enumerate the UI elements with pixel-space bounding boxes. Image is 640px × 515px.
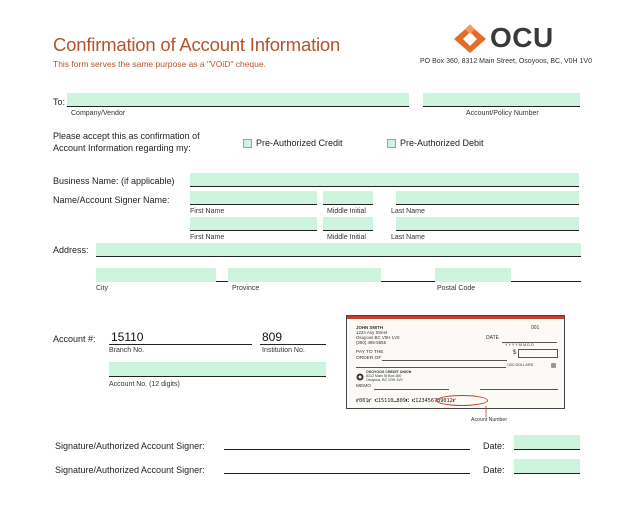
signer-2-first-name-field[interactable] <box>190 217 317 231</box>
cheque-payee-line <box>382 360 507 361</box>
company-vendor-caption: Company/Vendor <box>71 110 126 117</box>
cheque-micr-line: ⑈001⑈ ⑆15110⑉809⑆ ⑆123456789012⑈ <box>356 398 456 404</box>
address-field[interactable] <box>96 243 581 257</box>
account-policy-field[interactable] <box>423 93 580 107</box>
signature-1-date-label: Date: <box>483 441 505 451</box>
cheque-security-lock-icon <box>551 363 556 368</box>
signature-2-line[interactable] <box>224 473 470 474</box>
account-number-caption: Account No. (12 digits) <box>109 381 180 388</box>
business-name-field[interactable] <box>190 173 579 187</box>
company-vendor-field[interactable] <box>67 93 409 107</box>
pre-authorized-credit-checkbox[interactable] <box>243 139 252 148</box>
signer-2-last-name-field[interactable] <box>396 217 579 231</box>
cheque-bank-line-3: Osoyoos, BC V0H 1V0 <box>366 378 403 382</box>
cheque-pay-line-2: ORDER OF <box>356 356 382 361</box>
account-number-field[interactable] <box>109 362 326 377</box>
province-caption: Province <box>232 285 260 292</box>
cheque-memo-line <box>374 389 449 390</box>
address-label: Address: <box>53 245 89 255</box>
cheque-dollar-sign: $ <box>513 350 517 356</box>
institution-number-value[interactable]: 809 <box>262 330 283 344</box>
account-number-callout: Acount Number <box>471 417 508 423</box>
confirm-line-2: Account Information regarding my: <box>53 143 191 153</box>
signer-1-middle-caption: Middle Initial <box>327 208 366 215</box>
signer-1-first-caption: First Name <box>190 208 225 215</box>
cheque-holder-phone: (250) 495-5555 <box>356 340 387 345</box>
cheque-bank-logo-icon <box>356 373 364 381</box>
pre-authorized-debit-label: Pre-Authorized Debit <box>400 138 484 148</box>
ocu-logo <box>453 24 593 54</box>
account-policy-caption: Account/Policy Number <box>466 110 539 117</box>
cheque-date-label: DATE <box>486 335 499 341</box>
sample-cheque <box>346 315 565 409</box>
cheque-holder-name: JOHN SMITH <box>356 325 384 330</box>
cheque-bank-line-1: OSOYOOS CREDIT UNION <box>366 370 412 374</box>
cheque-pay-line-1: PAY TO THE <box>356 350 384 355</box>
cheque-top-band <box>347 316 564 319</box>
cheque-holder-street: 1234 Any Street <box>356 330 388 335</box>
to-label: To: <box>53 97 66 107</box>
signer-1-middle-initial-field[interactable] <box>323 191 373 205</box>
city-field[interactable] <box>96 268 216 282</box>
branch-number-underline <box>109 344 252 345</box>
cheque-date-format: Y Y Y Y M M D D <box>505 343 534 347</box>
pre-authorized-debit-checkbox[interactable] <box>387 139 396 148</box>
signature-2-date-label: Date: <box>483 465 505 475</box>
pre-authorized-credit-label: Pre-Authorized Credit <box>256 138 343 148</box>
account-number-label: Account #: <box>53 334 96 344</box>
signer-2-first-caption: First Name <box>190 234 225 241</box>
page-subtitle: This form serves the same purpose as a "VOiD" cheque. <box>53 59 266 69</box>
city-caption: City <box>96 285 109 292</box>
postal-code-field[interactable] <box>435 268 511 282</box>
signature-2-label: Signature/Authorized Account Signer: <box>55 465 205 475</box>
cheque-holder-city: Osoyoos BC V0H 1V0 <box>356 335 400 340</box>
cheque-number: 001 <box>531 325 540 331</box>
signer-2-middle-caption: Middle Initial <box>327 234 366 241</box>
cheque-dollars-label: /100 DOLLARS <box>507 363 534 367</box>
cheque-signature-line <box>480 389 558 390</box>
signer-1-last-caption: Last Name <box>391 208 425 215</box>
signature-1-label: Signature/Authorized Account Signer: <box>55 441 205 451</box>
signature-1-date-field[interactable] <box>514 435 580 450</box>
branch-number-caption: Branch No. <box>109 347 145 354</box>
cheque-amount-box <box>518 349 558 358</box>
signature-2-date-field[interactable] <box>514 459 580 474</box>
company-address: PO Box 360, 8312 Main Street, Osoyoos, BC, V0H 1V0 <box>420 58 592 65</box>
ocu-logo-icon <box>453 24 487 54</box>
institution-number-underline <box>260 344 326 345</box>
cheque-words-line <box>356 367 506 368</box>
postal-code-caption: Postal Code <box>437 285 476 292</box>
branch-number-value[interactable]: 15110 <box>111 330 144 344</box>
province-field[interactable] <box>228 268 381 282</box>
page-title: Confirmation of Account Information <box>53 34 341 55</box>
confirm-line-1: Please accept this as confirmation of <box>53 131 200 141</box>
cheque-bank-line-2: 8312 Main St Box 360 <box>366 374 402 378</box>
signer-1-last-name-field[interactable] <box>396 191 579 205</box>
signer-2-middle-initial-field[interactable] <box>323 217 373 231</box>
signer-2-last-caption: Last Name <box>391 234 425 241</box>
signer-1-first-name-field[interactable] <box>190 191 317 205</box>
cheque-memo-label: MEMO <box>356 384 371 389</box>
institution-number-caption: Institution No. <box>262 347 305 354</box>
signature-1-line[interactable] <box>224 449 470 450</box>
signer-name-label: Name/Account Signer Name: <box>53 195 170 205</box>
logo-text: OCU <box>490 22 554 53</box>
business-name-label: Business Name: (if applicable) <box>53 176 175 186</box>
